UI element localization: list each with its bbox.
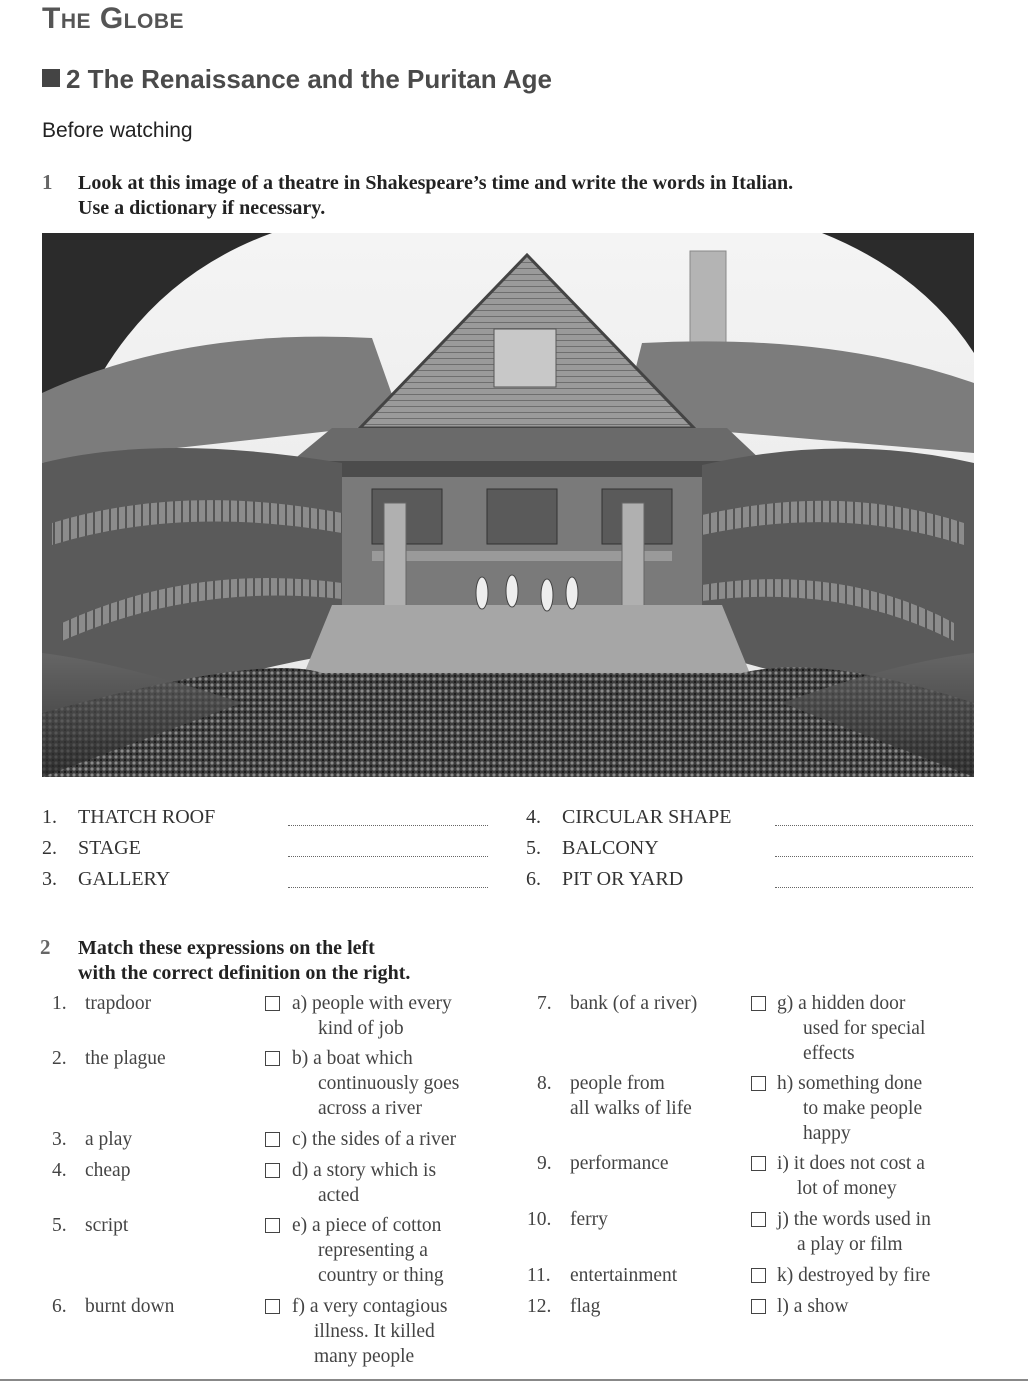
definition-line: a very contagious	[309, 1296, 448, 1317]
definition-letter: f)	[292, 1296, 305, 1317]
vocab-number: 2.	[42, 837, 57, 859]
checkbox-icon[interactable]	[751, 1156, 766, 1171]
term-text: trapdoor	[85, 993, 152, 1014]
term-number: 12.	[527, 1296, 552, 1317]
vocab-word: GALLERY	[78, 868, 171, 890]
checkbox-icon[interactable]	[265, 996, 280, 1011]
definition-line: people with every	[312, 993, 452, 1014]
definition-line: a piece of cotton	[312, 1215, 442, 1236]
definition-line: the sides of a river	[312, 1129, 457, 1150]
definition-line: destroyed by fire	[798, 1265, 931, 1286]
definition-d	[292, 1158, 436, 1183]
vocab-number: 4.	[526, 806, 541, 828]
vocab-word: CIRCULAR SHAPE	[562, 806, 732, 828]
answer-line[interactable]	[288, 856, 488, 857]
definition-i	[777, 1151, 925, 1176]
definition-line: effects	[803, 1043, 855, 1064]
definition-line: to make people	[803, 1098, 923, 1119]
definition-line: the words used in	[793, 1209, 931, 1230]
term-text: bank (of a river)	[570, 993, 698, 1014]
exercise-2-number: 2	[40, 935, 51, 959]
exercise-2-instruction	[78, 936, 410, 986]
definition-letter: l)	[777, 1296, 789, 1317]
definition-letter: g)	[777, 993, 794, 1014]
term-number: 8.	[537, 1073, 552, 1094]
answer-line[interactable]	[288, 825, 488, 826]
vocab-item	[526, 868, 541, 891]
vocab-number: 6.	[526, 868, 541, 890]
checkbox-icon[interactable]	[265, 1051, 280, 1066]
answer-line[interactable]	[775, 887, 973, 888]
term-text: ferry	[570, 1209, 608, 1230]
exercise-1-instruction	[78, 171, 793, 221]
definition-letter: a)	[292, 993, 308, 1014]
definition-letter: b)	[292, 1048, 309, 1069]
vocab-number: 1.	[42, 806, 57, 828]
definition-line: acted	[318, 1185, 360, 1206]
term-number: 10.	[527, 1209, 552, 1230]
unit-title-text: 2 The Renaissance and the Puritan Age	[66, 64, 552, 94]
checkbox-icon[interactable]	[751, 996, 766, 1011]
definition-line: representing a	[318, 1240, 428, 1261]
instruction-line: Use a dictionary if necessary.	[78, 197, 326, 219]
vocab-word: BALCONY	[562, 837, 659, 859]
definition-line: illness. It killed	[314, 1321, 435, 1342]
definition-h	[777, 1071, 922, 1096]
exercise-1-number: 1	[42, 170, 53, 194]
checkbox-icon[interactable]	[265, 1299, 280, 1314]
definition-g	[777, 991, 905, 1016]
term-number: 5.	[52, 1215, 67, 1236]
definition-letter: i)	[777, 1153, 789, 1174]
definition-letter: c)	[292, 1129, 308, 1150]
instruction-line: Look at this image of a theatre in Shakespeare’s time and write the words in Italian.	[78, 172, 794, 194]
definition-letter: j)	[777, 1209, 789, 1230]
term-text: performance	[570, 1153, 669, 1174]
checkbox-icon[interactable]	[751, 1212, 766, 1227]
definition-letter: e)	[292, 1215, 308, 1236]
term-number: 9.	[537, 1153, 552, 1174]
vocab-item	[42, 868, 57, 891]
term-number: 11.	[527, 1265, 551, 1286]
page-divider	[0, 1379, 1028, 1381]
definition-line: kind of job	[318, 1018, 404, 1039]
definition-line: it does not cost a	[793, 1153, 925, 1174]
instruction-line: with the correct definition on the right.	[78, 962, 411, 984]
definition-letter: d)	[292, 1160, 309, 1181]
definition-e	[292, 1213, 441, 1238]
answer-line[interactable]	[775, 856, 973, 857]
theatre-illustration	[42, 233, 974, 777]
definition-line: something done	[798, 1073, 923, 1094]
checkbox-icon[interactable]	[751, 1299, 766, 1314]
globe-theatre-photo	[42, 233, 974, 777]
definition-f	[292, 1294, 447, 1319]
definition-letter: k)	[777, 1265, 794, 1286]
vocab-word: PIT OR YARD	[562, 868, 684, 890]
definition-line: many people	[314, 1346, 415, 1367]
definition-line: across a river	[318, 1098, 422, 1119]
vocab-item	[42, 837, 57, 860]
answer-line[interactable]	[288, 887, 488, 888]
term-text: the plague	[85, 1048, 166, 1069]
answer-line[interactable]	[775, 825, 973, 826]
checkbox-icon[interactable]	[265, 1218, 280, 1233]
term-number: 4.	[52, 1160, 67, 1181]
square-bullet-icon	[42, 69, 60, 87]
term-text: all walks of life	[570, 1098, 692, 1119]
definition-line: a show	[793, 1296, 849, 1317]
definition-letter: h)	[777, 1073, 794, 1094]
term-number: 3.	[52, 1129, 67, 1150]
checkbox-icon[interactable]	[751, 1268, 766, 1283]
checkbox-icon[interactable]	[751, 1076, 766, 1091]
vocab-word: THATCH ROOF	[78, 806, 216, 828]
definition-c	[292, 1127, 456, 1152]
definition-a	[292, 991, 452, 1016]
term-number: 7.	[537, 993, 552, 1014]
unit-title	[42, 64, 552, 95]
vocab-word: STAGE	[78, 837, 141, 859]
term-text: entertainment	[570, 1265, 678, 1286]
definition-line: a boat which	[313, 1048, 413, 1069]
definition-line: lot of money	[797, 1178, 897, 1199]
brand-title: The Globe	[42, 2, 185, 35]
checkbox-icon[interactable]	[265, 1163, 280, 1178]
definition-line: a story which is	[313, 1160, 437, 1181]
instruction-line: Match these expressions on the left	[78, 937, 375, 959]
definition-line: country or thing	[318, 1265, 444, 1286]
definition-k	[777, 1263, 930, 1288]
checkbox-icon[interactable]	[265, 1132, 280, 1147]
definition-line: a hidden door	[798, 993, 906, 1014]
vocab-item	[526, 837, 541, 860]
definition-line: used for special	[803, 1018, 926, 1039]
term-text: cheap	[85, 1160, 131, 1181]
term-text: a play	[85, 1129, 133, 1150]
term-text: script	[85, 1215, 129, 1236]
vocab-item	[526, 806, 541, 829]
definition-b	[292, 1046, 413, 1071]
definition-l	[777, 1294, 849, 1319]
term-number: 6.	[52, 1296, 67, 1317]
vocab-item	[42, 806, 57, 829]
definition-line: continuously goes	[318, 1073, 460, 1094]
term-text: people from	[570, 1073, 665, 1094]
term-text: flag	[570, 1296, 601, 1317]
section-label: Before watching	[42, 119, 193, 142]
definition-line: a play or film	[797, 1234, 903, 1255]
term-text: burnt down	[85, 1296, 175, 1317]
vocab-number: 3.	[42, 868, 57, 890]
term-number: 1.	[52, 993, 67, 1014]
definition-j	[777, 1207, 931, 1232]
vocab-number: 5.	[526, 837, 541, 859]
definition-line: happy	[803, 1123, 851, 1144]
term-number: 2.	[52, 1048, 67, 1069]
